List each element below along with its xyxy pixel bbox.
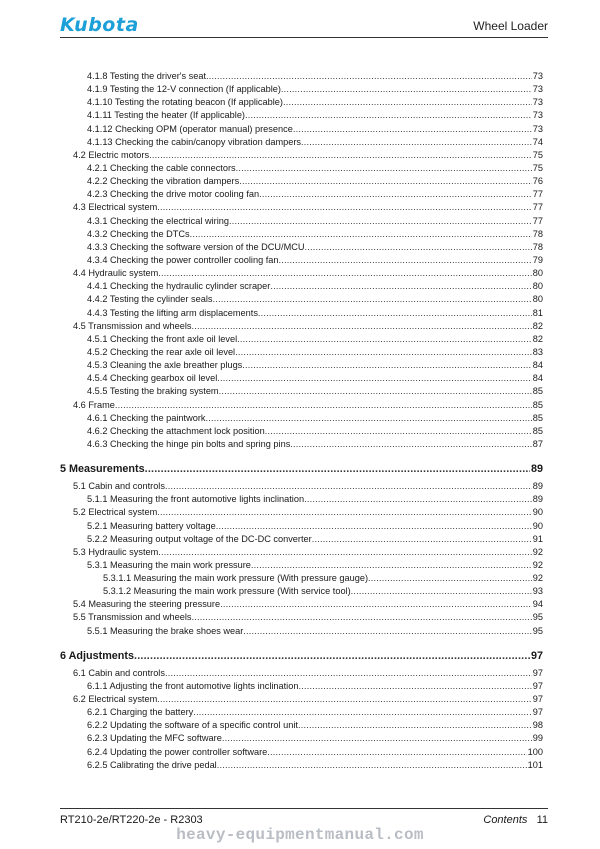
dot-leader xyxy=(368,572,532,585)
toc-entry[interactable] xyxy=(60,412,543,425)
dot-leader xyxy=(312,533,532,546)
footer-divider xyxy=(60,808,548,809)
toc-entry-title: 4.3 Electrical system xyxy=(73,202,158,213)
toc-entry-page: 82 xyxy=(532,320,543,331)
toc-entry[interactable] xyxy=(60,109,543,122)
toc-entry-page: 97 xyxy=(532,667,543,678)
dot-leader xyxy=(220,598,532,611)
toc-entry-page: 77 xyxy=(532,215,543,226)
footer-page-info xyxy=(483,814,548,826)
toc-entry[interactable] xyxy=(60,680,543,693)
toc-entry[interactable] xyxy=(60,425,543,438)
toc-entry[interactable] xyxy=(60,346,543,359)
dot-leader xyxy=(216,520,532,533)
toc-entry-title: 4.2 Electric motors xyxy=(73,149,150,160)
toc-entry-title: 4.5.3 Cleaning the axle breather plugs xyxy=(87,360,243,371)
dot-leader xyxy=(229,215,532,228)
dot-leader xyxy=(301,136,532,149)
toc-entry[interactable] xyxy=(60,267,543,280)
toc-entry[interactable] xyxy=(60,293,543,306)
toc-entry-title: 4.1.9 Testing the 12-V connection (If applicable) xyxy=(87,84,281,95)
dot-leader xyxy=(219,385,532,398)
toc-entry[interactable] xyxy=(60,399,543,412)
dot-leader xyxy=(158,546,531,559)
toc-entry[interactable] xyxy=(60,320,543,333)
header-divider xyxy=(60,37,548,38)
toc-entry-title: 6.1.1 Adjusting the front automotive lights inclination xyxy=(87,680,299,691)
dot-leader xyxy=(258,307,532,320)
dot-leader xyxy=(267,746,526,759)
toc-entry[interactable] xyxy=(60,559,543,572)
toc-entry[interactable] xyxy=(60,546,543,559)
toc-entry-page: 82 xyxy=(532,333,543,344)
toc-entry-page: 73 xyxy=(532,110,543,121)
dot-leader xyxy=(251,559,532,572)
dot-leader xyxy=(281,83,532,96)
dot-leader xyxy=(157,693,532,706)
toc-entry-title: 5.5.1 Measuring the brake shoes wear xyxy=(87,625,244,636)
toc-entry-page: 80 xyxy=(532,268,543,279)
toc-entry-page: 75 xyxy=(532,162,543,173)
document-title: Wheel Loader xyxy=(473,19,548,33)
toc-entry-page: 90 xyxy=(532,520,543,531)
kubota-logo: Kubota xyxy=(60,14,139,36)
toc-entry-title: 4.5.1 Checking the front axle oil level xyxy=(87,333,238,344)
toc-entry-page: 85 xyxy=(532,399,543,410)
toc-entry-page: 92 xyxy=(532,573,543,584)
table-of-contents xyxy=(60,70,543,772)
toc-chapter-entry[interactable] xyxy=(60,649,543,663)
toc-entry[interactable] xyxy=(60,96,543,109)
toc-entry-page: 98 xyxy=(532,720,543,731)
dot-leader xyxy=(304,493,532,506)
dot-leader xyxy=(191,611,531,624)
toc-entry-page: 73 xyxy=(532,84,543,95)
toc-entry-page: 83 xyxy=(532,346,543,357)
toc-entry-page: 84 xyxy=(532,360,543,371)
toc-entry[interactable] xyxy=(60,520,543,533)
dot-leader xyxy=(165,480,532,493)
dot-leader xyxy=(259,188,532,201)
toc-entry[interactable] xyxy=(60,188,543,201)
toc-entry-page: 97 xyxy=(532,694,543,705)
toc-entry[interactable] xyxy=(60,241,543,254)
toc-entry-title: 4.2.2 Checking the vibration dampers xyxy=(87,176,240,187)
toc-entry-title: 6.1 Cabin and controls xyxy=(73,667,165,678)
toc-entry-page: 97 xyxy=(532,707,543,718)
toc-entry-title: 4.5.5 Testing the braking system xyxy=(87,386,219,397)
toc-entry-page: 73 xyxy=(532,97,543,108)
dot-leader xyxy=(305,241,532,254)
toc-entry-title: 4.1.12 Checking OPM (operator manual) presence xyxy=(87,123,293,134)
toc-entry-title: 5 Measurements xyxy=(60,463,145,476)
toc-entry[interactable] xyxy=(60,585,543,598)
toc-entry[interactable] xyxy=(60,611,543,624)
toc-entry-title: 6.2 Electrical system xyxy=(73,694,158,705)
toc-entry[interactable] xyxy=(60,693,543,706)
toc-entry-title: 4.2.3 Checking the drive motor cooling fan xyxy=(87,189,260,200)
toc-entry[interactable] xyxy=(60,732,543,745)
toc-entry-title: 4.5 Transmission and wheels xyxy=(73,320,192,331)
toc-entry-page: 73 xyxy=(532,71,543,81)
toc-entry-page: 77 xyxy=(532,202,543,213)
toc-entry-page: 85 xyxy=(532,412,543,423)
dot-leader xyxy=(298,719,532,732)
toc-entry-page: 92 xyxy=(532,546,543,557)
dot-leader xyxy=(283,96,532,109)
toc-entry-page: 89 xyxy=(532,494,543,505)
toc-entry[interactable] xyxy=(60,533,543,546)
toc-entry-title: 5.1.1 Measuring the front automotive lights inclination xyxy=(87,494,305,505)
toc-entry[interactable] xyxy=(60,493,543,506)
toc-entry-title: 4.4.2 Testing the cylinder seals xyxy=(87,294,213,305)
toc-entry-page: 100 xyxy=(527,746,543,757)
toc-entry-title: 4.4.1 Checking the hydraulic cylinder scraper xyxy=(87,281,271,292)
toc-entry-title: 4.4.3 Testing the lifting arm displacements xyxy=(87,307,258,318)
toc-entry[interactable] xyxy=(60,719,543,732)
dot-leader xyxy=(191,320,531,333)
toc-entry-page: 73 xyxy=(532,123,543,134)
dot-leader xyxy=(212,293,531,306)
toc-entry-title: 5.1 Cabin and controls xyxy=(73,481,165,492)
toc-entry-title: 4.5.2 Checking the rear axle oil level xyxy=(87,346,236,357)
dot-leader xyxy=(134,649,530,663)
toc-entry-title: 4.1.11 Testing the heater (If applicable) xyxy=(87,110,245,121)
dot-leader xyxy=(290,438,531,451)
toc-entry-page: 92 xyxy=(532,559,543,570)
toc-entry[interactable] xyxy=(60,333,543,346)
toc-entry[interactable] xyxy=(60,136,543,149)
toc-entry-title: 6.2.1 Charging the battery xyxy=(87,707,194,718)
toc-entry-title: 4.5.4 Checking gearbox oil level xyxy=(87,373,218,384)
toc-entry-title: 5.3.1.1 Measuring the main work pressure (With pressure gauge) xyxy=(103,573,369,584)
toc-entry[interactable] xyxy=(60,625,543,638)
toc-entry-page: 94 xyxy=(532,599,543,610)
footer-model: RT210-2e/RT220-2e - R2303 xyxy=(60,814,203,826)
dot-leader xyxy=(193,706,532,719)
watermark: heavy-equipmentmanual.com xyxy=(176,826,424,844)
dot-leader xyxy=(242,359,531,372)
toc-entry[interactable] xyxy=(60,175,543,188)
dot-leader xyxy=(157,201,532,214)
toc-entry-page: 77 xyxy=(532,189,543,200)
toc-entry-title: 5.3 Hydraulic system xyxy=(73,546,159,557)
toc-entry[interactable] xyxy=(60,162,543,175)
toc-entry[interactable] xyxy=(60,254,543,267)
toc-entry-page: 81 xyxy=(532,307,543,318)
toc-entry[interactable] xyxy=(60,438,543,451)
toc-entry[interactable] xyxy=(60,706,543,719)
footer-page-number: 11 xyxy=(536,814,548,826)
toc-entry[interactable] xyxy=(60,667,543,680)
dot-leader xyxy=(239,175,532,188)
toc-entry-page: 90 xyxy=(532,507,543,518)
toc-entry-page: 78 xyxy=(532,241,543,252)
toc-entry-page: 78 xyxy=(532,228,543,239)
dot-leader xyxy=(298,680,531,693)
dot-leader xyxy=(245,109,532,122)
toc-entry-title: 4.3.2 Checking the DTCs xyxy=(87,228,190,239)
toc-entry-page: 97 xyxy=(532,680,543,691)
toc-entry-page: 97 xyxy=(530,649,543,662)
toc-entry-page: 80 xyxy=(532,294,543,305)
toc-entry-title: 5.2 Electrical system xyxy=(73,507,158,518)
dot-leader xyxy=(237,333,532,346)
dot-leader xyxy=(279,254,532,267)
toc-entry-title: 5.2.1 Measuring battery voltage xyxy=(87,520,216,531)
toc-entry-title: 4.1.13 Checking the cabin/canopy vibration dampers xyxy=(87,136,301,147)
toc-entry-title: 6.2.2 Updating the software of a specific control unit xyxy=(87,720,298,731)
toc-entry-page: 75 xyxy=(532,149,543,160)
toc-entry-title: 4.3.4 Checking the power controller cooling fan xyxy=(87,254,279,265)
dot-leader xyxy=(236,162,532,175)
toc-entry-page: 101 xyxy=(527,759,543,770)
toc-entry[interactable] xyxy=(60,307,543,320)
toc-entry[interactable] xyxy=(60,506,543,519)
toc-entry-title: 4.3.1 Checking the electrical wiring xyxy=(87,215,229,226)
dot-leader xyxy=(115,399,532,412)
dot-leader xyxy=(157,506,532,519)
dot-leader xyxy=(243,625,531,638)
toc-entry-title: 4.2.1 Checking the cable connectors xyxy=(87,162,236,173)
toc-entry[interactable] xyxy=(60,201,543,214)
toc-entry[interactable] xyxy=(60,149,543,162)
dot-leader xyxy=(235,346,532,359)
toc-entry[interactable] xyxy=(60,598,543,611)
dot-leader xyxy=(158,267,531,280)
toc-entry-page: 74 xyxy=(532,136,543,147)
toc-entry-title: 6.2.3 Updating the MFC software xyxy=(87,733,222,744)
toc-entry-title: 4.6.1 Checking the paintwork xyxy=(87,412,206,423)
toc-entry[interactable] xyxy=(60,359,543,372)
toc-entry-page: 84 xyxy=(532,373,543,384)
toc-entry[interactable] xyxy=(60,746,543,759)
toc-entry[interactable] xyxy=(60,372,543,385)
toc-entry-page: 95 xyxy=(532,612,543,623)
dot-leader xyxy=(293,123,532,136)
dot-leader xyxy=(149,149,532,162)
toc-entry-title: 4.4 Hydraulic system xyxy=(73,268,159,279)
toc-entry[interactable] xyxy=(60,70,543,83)
toc-entry-title: 4.6.2 Checking the attachment lock position xyxy=(87,425,265,436)
dot-leader xyxy=(190,228,532,241)
toc-entry-page: 95 xyxy=(532,625,543,636)
toc-entry-page: 85 xyxy=(532,425,543,436)
toc-entry[interactable] xyxy=(60,480,543,493)
toc-entry[interactable] xyxy=(60,280,543,293)
toc-entry-title: 5.5 Transmission and wheels xyxy=(73,612,192,623)
toc-entry-title: 4.3.3 Checking the software version of the DCU/MCU xyxy=(87,241,305,252)
toc-entry[interactable] xyxy=(60,385,543,398)
toc-entry-page: 80 xyxy=(532,281,543,292)
toc-entry-title: 4.1.10 Testing the rotating beacon (If applicable) xyxy=(87,97,283,108)
dot-leader xyxy=(206,412,532,425)
toc-entry-page: 76 xyxy=(532,176,543,187)
footer-section: Contents xyxy=(483,814,528,826)
toc-entry-page: 91 xyxy=(532,533,543,544)
toc-entry[interactable] xyxy=(60,215,543,228)
toc-entry-page: 79 xyxy=(532,254,543,265)
toc-entry[interactable] xyxy=(60,83,543,96)
toc-entry-title: 5.2.2 Measuring output voltage of the DC-DC converter xyxy=(87,533,312,544)
toc-entry-page: 89 xyxy=(532,481,543,492)
dot-leader xyxy=(270,280,531,293)
dot-leader xyxy=(145,462,530,476)
toc-entry[interactable] xyxy=(60,123,543,136)
toc-entry[interactable] xyxy=(60,572,543,585)
toc-entry[interactable] xyxy=(60,228,543,241)
toc-entry-title: 4.1.8 Testing the driver's seat xyxy=(87,71,207,81)
dot-leader xyxy=(206,70,532,83)
toc-entry[interactable] xyxy=(60,759,543,772)
toc-entry-title: 4.6.3 Checking the hinge pin bolts and spring pins xyxy=(87,438,291,449)
toc-entry-title: 6.2.5 Calibrating the drive pedal xyxy=(87,759,217,770)
dot-leader xyxy=(222,732,532,745)
toc-entry-page: 99 xyxy=(532,733,543,744)
dot-leader xyxy=(351,585,532,598)
toc-entry-title: 6 Adjustments xyxy=(60,649,134,662)
dot-leader xyxy=(217,372,532,385)
toc-entry-page: 93 xyxy=(532,586,543,597)
dot-leader xyxy=(265,425,532,438)
toc-entry-page: 85 xyxy=(532,386,543,397)
toc-entry-title: 5.4 Measuring the steering pressure xyxy=(73,599,221,610)
toc-entry-title: 4.6 Frame xyxy=(73,399,115,410)
toc-entry-title: 5.3.1.2 Measuring the main work pressure (With service tool) xyxy=(103,586,351,597)
toc-chapter-entry[interactable] xyxy=(60,462,543,476)
toc-entry-title: 6.2.4 Updating the power controller software xyxy=(87,746,268,757)
toc-entry-page: 89 xyxy=(530,463,543,476)
dot-leader xyxy=(217,759,527,772)
toc-entry-title: 5.3.1 Measuring the main work pressure xyxy=(87,559,251,570)
dot-leader xyxy=(165,667,532,680)
toc-entry-page: 87 xyxy=(532,438,543,449)
